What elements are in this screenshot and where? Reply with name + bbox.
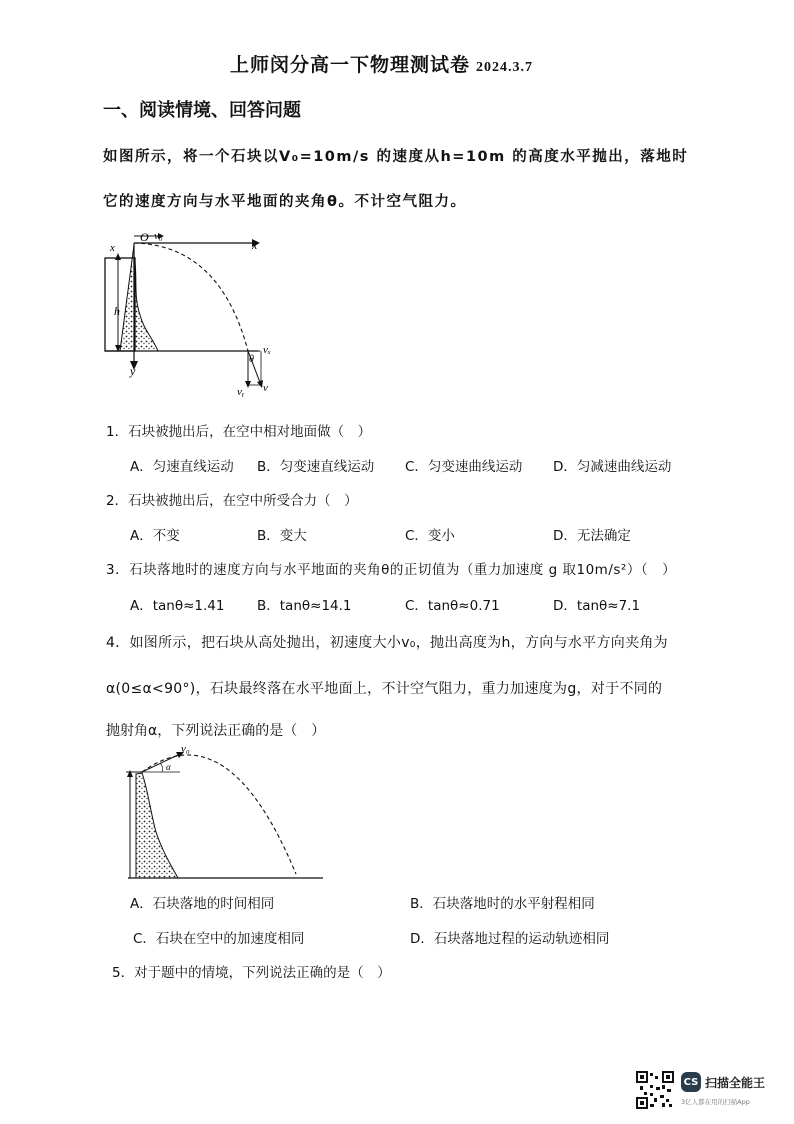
h2-top-arrow-icon: [127, 770, 133, 777]
q2-option-c[interactable]: C．变小: [405, 528, 455, 544]
label-alpha: α: [166, 762, 171, 772]
vy-arrow-icon: [245, 381, 251, 388]
label-v0-2: v₀: [181, 743, 190, 755]
h-top-arrow-icon: [115, 253, 121, 260]
intro-line-1: 如图所示，将一个石块以V₀=10m/s 的速度从h=10m 的高度水平抛出，落地时: [103, 149, 689, 165]
label-vy: vᵧ: [237, 386, 245, 398]
q1-option-b[interactable]: B．匀变速直线运动: [257, 459, 375, 475]
q1-option-a[interactable]: A．匀速直线运动: [130, 459, 234, 475]
label-h: h: [114, 304, 120, 318]
label-vx: vₓ: [263, 344, 272, 356]
cliff-shape-2: [136, 773, 178, 878]
q2-option-d[interactable]: D．无法确定: [553, 528, 631, 544]
q1-option-c[interactable]: C．匀变速曲线运动: [405, 459, 523, 475]
q3-option-a[interactable]: A．tanθ≈1.41: [130, 598, 225, 614]
question-1: 1．石块被抛出后，在空中相对地面做（ ）: [106, 424, 372, 440]
q4-option-a[interactable]: A．石块落地的时间相同: [130, 896, 275, 912]
cliff-shape: [120, 245, 158, 351]
page-title: [230, 50, 533, 77]
q3-option-b[interactable]: B．tanθ≈14.1: [257, 598, 352, 614]
q3-option-c[interactable]: C．tanθ≈0.71: [405, 598, 500, 614]
label-theta: θ: [249, 354, 254, 365]
label-origin: O: [140, 230, 149, 244]
label-v: v: [263, 382, 268, 394]
question-3: 3．石块落地时的速度方向与水平地面的夹角θ的正切值为（重力加速度 g 取10m/s²）（ ）: [106, 562, 677, 578]
figure-oblique-projectile: [118, 740, 328, 882]
q3-option-d[interactable]: D．tanθ≈7.1: [553, 598, 641, 614]
scanner-brand: [681, 1072, 765, 1092]
label-v0: v₀: [154, 230, 163, 242]
qr-code-icon: [636, 1071, 674, 1109]
brand-name: 扫描全能王: [705, 1075, 766, 1090]
label-x-axis: x: [252, 238, 258, 252]
figure-horizontal-projectile: [100, 225, 290, 405]
label-y: y: [130, 364, 136, 378]
brand-tagline: 3亿人都在用的扫描App: [681, 1098, 750, 1106]
intro-line-2: 它的速度方向与水平地面的夹角θ。不计空气阻力。: [103, 194, 467, 210]
alpha-arc: [160, 763, 163, 772]
q2-option-b[interactable]: B．变大: [257, 528, 307, 544]
question-5: 5．对于题中的情境，下列说法正确的是（ ）: [112, 965, 391, 981]
section-heading: 一、阅读情境、回答问题: [103, 100, 301, 121]
question-4-line-1: 4．如图所示，把石块从高处抛出，初速度大小v₀，抛出高度为h，方向与水平方向夹角为: [106, 635, 668, 651]
title-date: 2024.3.7: [476, 60, 534, 75]
question-2: 2．石块被抛出后，在空中所受合力（ ）: [106, 493, 358, 509]
question-4-line-3: 抛射角α，下列说法正确的是（ ）: [106, 723, 326, 739]
title-text: 上师闵分高一下物理测试卷: [230, 54, 471, 76]
label-x-left: x: [110, 242, 115, 254]
question-4-line-2: α(0≤α<90°)，石块最终落在水平地面上，不计空气阻力，重力加速度为g，对于不同的: [106, 681, 663, 697]
cs-logo-icon: CS: [681, 1072, 701, 1092]
q4-option-b[interactable]: B．石块落地时的水平射程相同: [410, 896, 595, 912]
q2-option-a[interactable]: A．不变: [130, 528, 180, 544]
q4-option-c[interactable]: C．石块在空中的加速度相同: [133, 931, 305, 947]
q1-option-d[interactable]: D．匀减速曲线运动: [553, 459, 672, 475]
trajectory-curve: [134, 243, 248, 351]
q4-option-d[interactable]: D．石块落地过程的运动轨迹相同: [410, 931, 610, 947]
